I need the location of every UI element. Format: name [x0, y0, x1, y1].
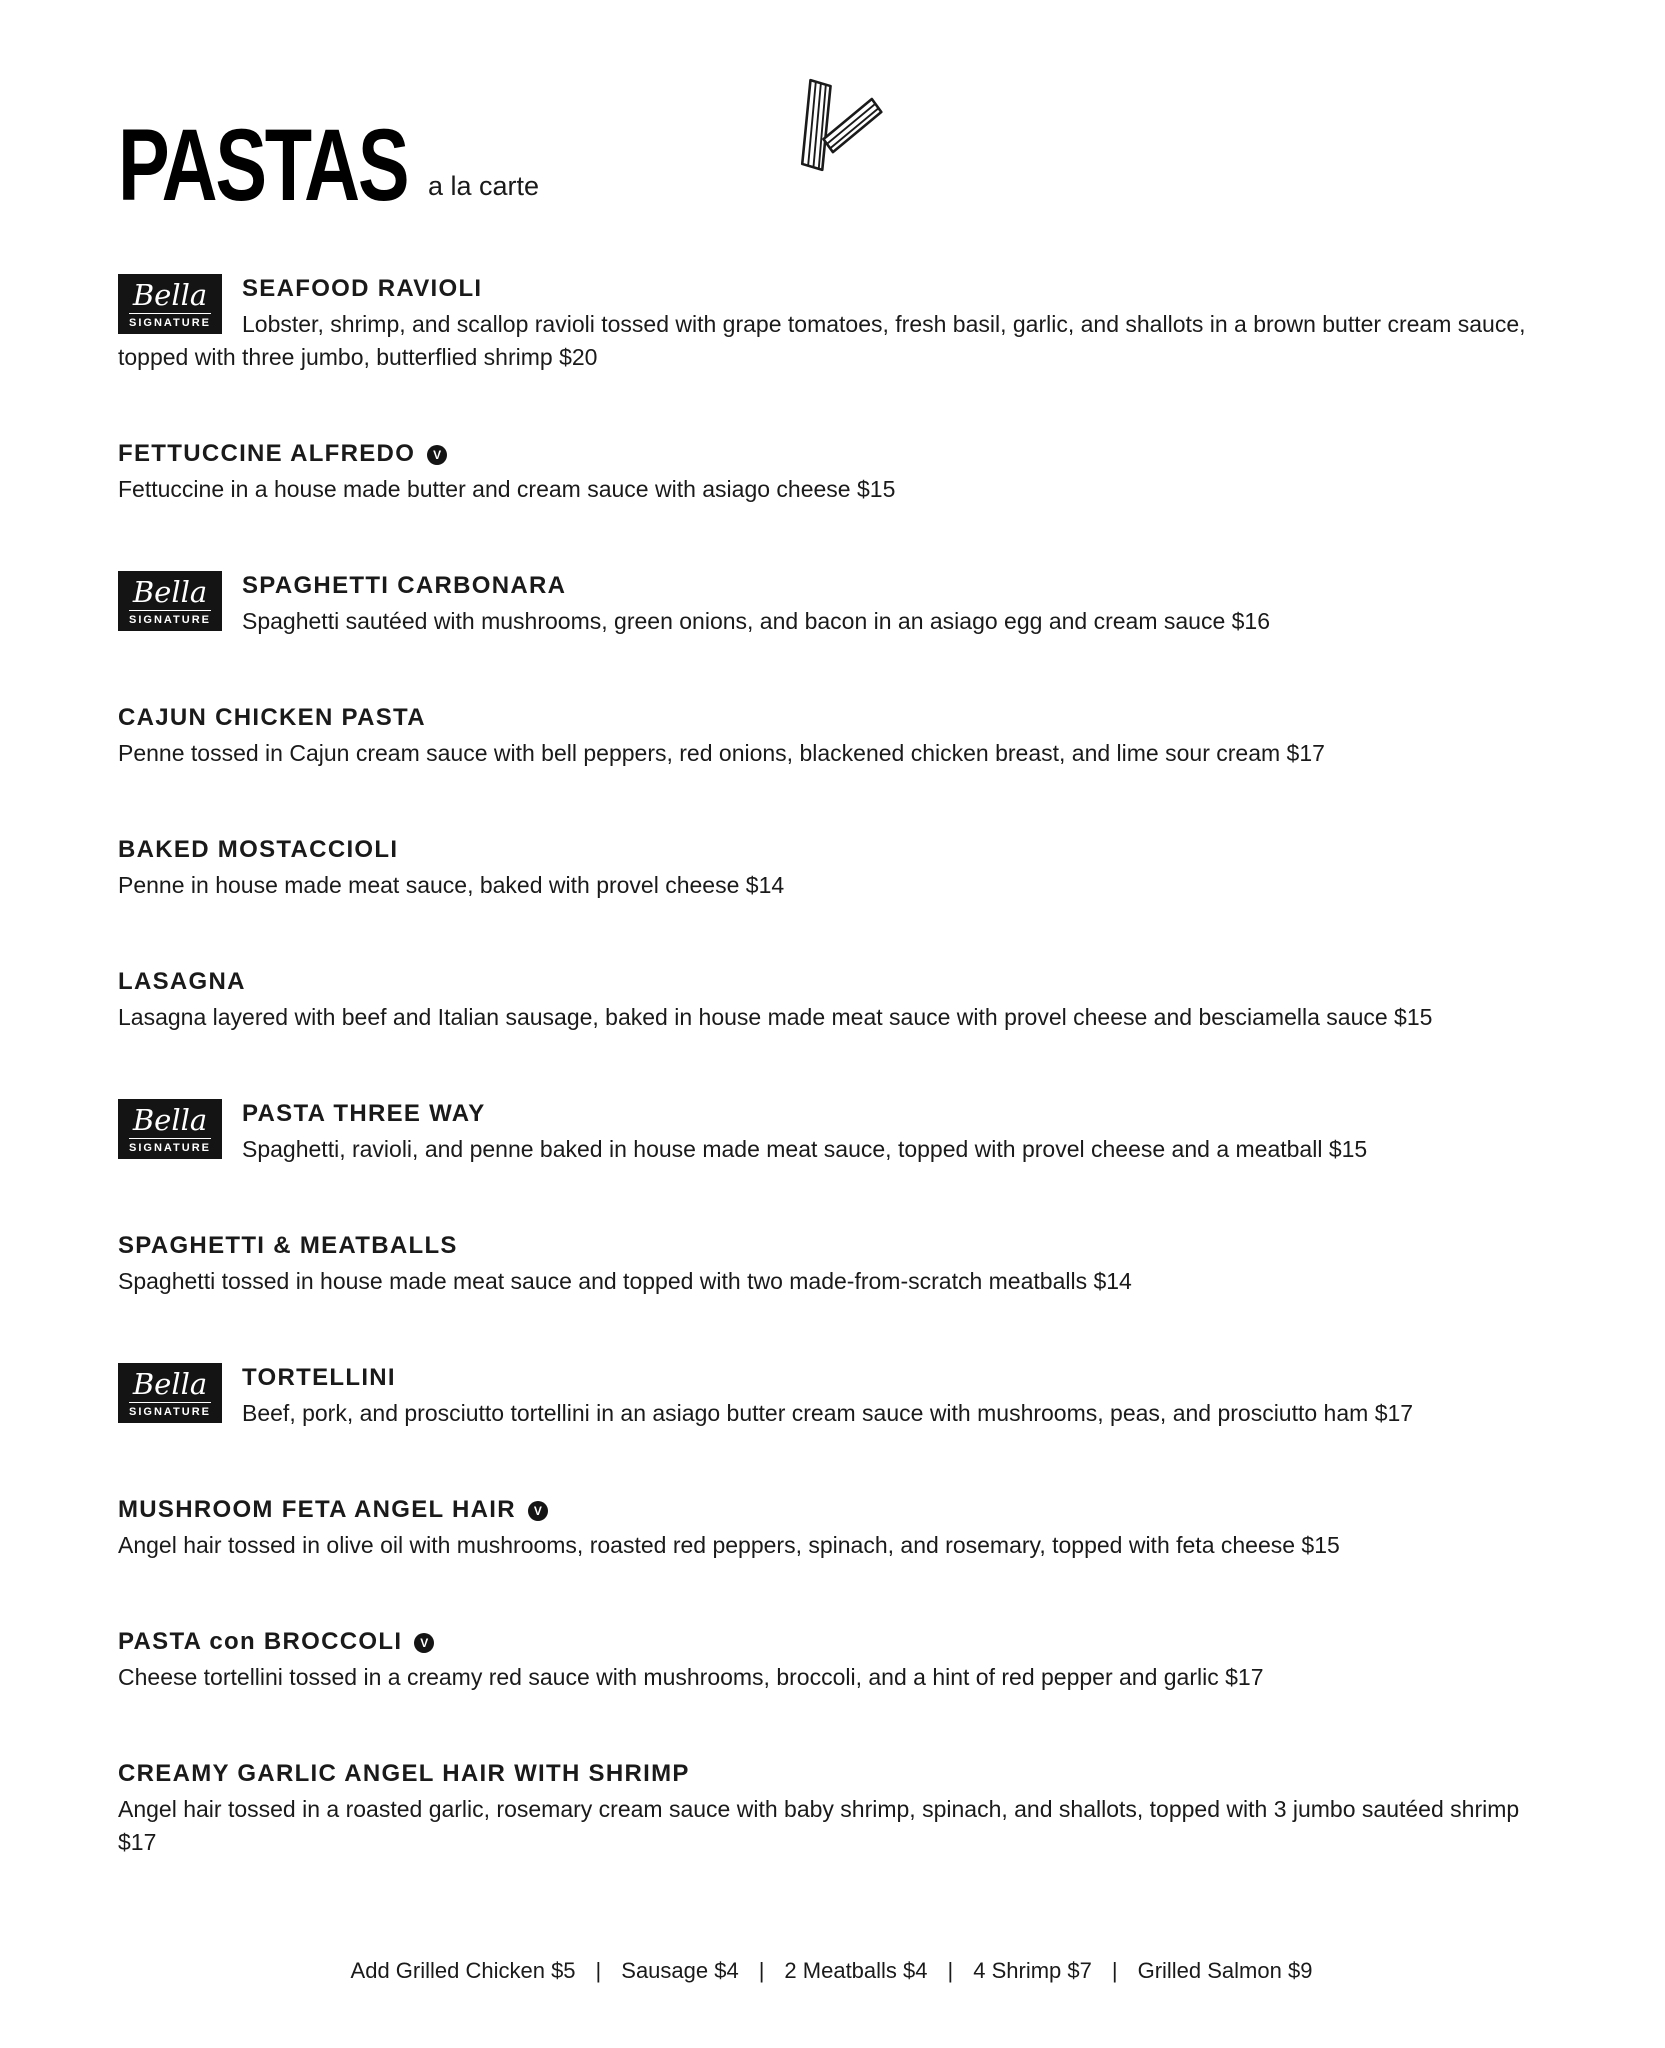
item-name-text: CREAMY GARLIC ANGEL HAIR WITH SHRIMP	[118, 1760, 690, 1787]
signature-label: SIGNATURE	[129, 313, 211, 329]
signature-label: SIGNATURE	[129, 610, 211, 626]
addon-separator: |	[947, 1958, 954, 1983]
item-description: Spaghetti, ravioli, and penne baked in house made meat sauce, topped with provel cheese and a meatball $15	[242, 1136, 1368, 1162]
bella-signature-badge	[118, 571, 222, 631]
addon-item: Grilled Salmon $9	[1137, 1958, 1313, 1983]
menu-item-baked-mostaccioli	[118, 833, 1545, 902]
title-wrap	[118, 108, 418, 223]
item-name	[118, 1625, 1545, 1659]
item-name	[118, 833, 1545, 867]
item-name-text: PASTA con BROCCOLI	[118, 1628, 403, 1655]
item-description: Angel hair tossed in a roasted garlic, rosemary cream sauce with baby shrimp, spinach, and shallots, topped with 3 jumbo sautéed shrimp $17	[118, 1796, 1520, 1855]
menu-item-mushroom-feta-angel-hair	[118, 1493, 1545, 1562]
menu-item-fettuccine-alfredo	[118, 437, 1545, 506]
item-description: Lobster, shrimp, and scallop ravioli tossed with grape tomatoes, fresh basil, garlic, and shallots in a brown butter cream sauce, topped with three jumbo, butterflied shrimp $20	[118, 311, 1526, 370]
signature-script: Bella	[132, 575, 208, 610]
item-description: Spaghetti tossed in house made meat sauce and topped with two made-from-scratch meatballs $14	[118, 1268, 1132, 1294]
item-name-text: LASAGNA	[118, 968, 246, 995]
addon-separator: |	[1111, 1958, 1118, 1983]
addon-item: Add Grilled Chicken $5	[350, 1958, 576, 1983]
signature-script: Bella	[132, 278, 208, 313]
item-name-text: TORTELLINI	[242, 1364, 396, 1391]
item-description: Cheese tortellini tossed in a creamy red sauce with mushrooms, broccoli, and a hint of red pepper and garlic $17	[118, 1664, 1264, 1690]
addon-item: 4 Shrimp $7	[973, 1958, 1092, 1983]
item-name	[118, 701, 1545, 735]
menu-item-lasagna	[118, 965, 1545, 1034]
penne-pasta-icon	[768, 66, 886, 189]
item-name-text: CAJUN CHICKEN PASTA	[118, 704, 426, 731]
item-description: Spaghetti sautéed with mushrooms, green onions, and bacon in an asiago egg and cream sauce $16	[242, 608, 1271, 634]
item-name-text: FETTUCCINE ALFREDO	[118, 440, 416, 467]
bella-signature-badge	[118, 1099, 222, 1159]
page-subtitle: a la carte	[428, 171, 540, 201]
vegetarian-icon: V	[427, 445, 447, 465]
bella-signature-badge	[118, 274, 222, 334]
item-name	[118, 1361, 1545, 1395]
item-name	[118, 1097, 1545, 1131]
menu-item-spaghetti-meatballs	[118, 1229, 1545, 1298]
item-name-text: PASTA THREE WAY	[242, 1100, 486, 1127]
signature-script: Bella	[132, 1367, 208, 1402]
menu-item-seafood-ravioli	[118, 272, 1545, 374]
vegetarian-icon: V	[414, 1633, 434, 1653]
item-description: Penne tossed in Cajun cream sauce with bell peppers, red onions, blackened chicken breast, and lime sour cream $17	[118, 740, 1325, 766]
item-name-text: MUSHROOM FETA ANGEL HAIR	[118, 1496, 516, 1523]
vegetarian-icon: V	[528, 1501, 548, 1521]
item-name	[118, 1493, 1545, 1527]
item-name	[118, 569, 1545, 603]
menu-item-spaghetti-carbonara	[118, 569, 1545, 638]
flex-spacer	[118, 1859, 1545, 1918]
bella-signature-badge	[118, 1363, 222, 1423]
item-name-text: SPAGHETTI & MEATBALLS	[118, 1232, 458, 1259]
menu-item-pasta-three-way	[118, 1097, 1545, 1166]
addons-footer	[118, 1918, 1545, 1984]
signature-label: SIGNATURE	[129, 1402, 211, 1418]
item-name	[118, 272, 1545, 306]
item-name-text: BAKED MOSTACCIOLI	[118, 836, 399, 863]
signature-script: Bella	[132, 1103, 208, 1138]
addon-separator: |	[595, 1958, 602, 1983]
signature-label: SIGNATURE	[129, 1138, 211, 1154]
item-name	[118, 1757, 1545, 1791]
page-title: PASTAS	[118, 108, 408, 223]
addon-separator: |	[758, 1958, 765, 1983]
item-name	[118, 1229, 1545, 1263]
item-name	[118, 437, 1545, 471]
item-name-text: SPAGHETTI CARBONARA	[242, 572, 567, 599]
item-name-text: SEAFOOD RAVIOLI	[242, 275, 483, 302]
addon-item: 2 Meatballs $4	[784, 1958, 928, 1983]
addon-item: Sausage $4	[621, 1958, 739, 1983]
menu-item-cajun-chicken-pasta	[118, 701, 1545, 770]
item-description: Fettuccine in a house made butter and cream sauce with asiago cheese $15	[118, 476, 896, 502]
item-description: Lasagna layered with beef and Italian sausage, baked in house made meat sauce with provel cheese and besciamella sauce $15	[118, 1004, 1433, 1030]
menu-item-tortellini	[118, 1361, 1545, 1430]
menu-header	[118, 64, 1545, 223]
item-name	[118, 965, 1545, 999]
item-description: Beef, pork, and prosciutto tortellini in an asiago butter cream sauce with mushrooms, peas, and prosciutto ham $17	[242, 1400, 1414, 1426]
menu-item-pasta-con-broccoli	[118, 1625, 1545, 1694]
item-description: Penne in house made meat sauce, baked with provel cheese $14	[118, 872, 785, 898]
item-description: Angel hair tossed in olive oil with mushrooms, roasted red peppers, spinach, and rosemary, topped with feta cheese $15	[118, 1532, 1340, 1558]
menu-item-creamy-garlic-angel-hair-shrimp	[118, 1757, 1545, 1859]
